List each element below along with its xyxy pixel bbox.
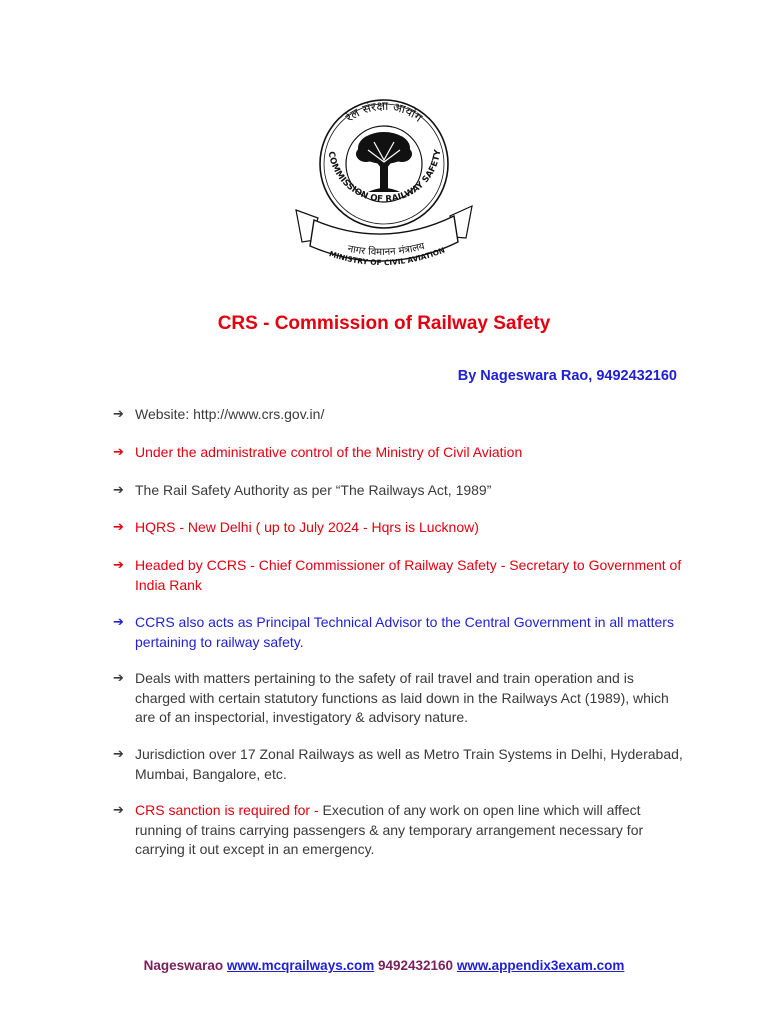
emblem-banner-english: MINISTRY OF CIVIL AVIATION	[328, 245, 447, 268]
footer-link-mcqrailways[interactable]: www.mcqrailways.com	[226, 958, 375, 973]
footer-phone: 9492432160	[377, 958, 454, 973]
arrow-right-icon: ➔	[113, 671, 124, 686]
list-item-text: Jurisdiction over 17 Zonal Railways as well as Metro Train Systems in Delhi, Hyderabad, Mumbai, Bangalore, etc.	[135, 746, 683, 782]
tree-icon	[356, 132, 412, 192]
footer-link-appendix3exam[interactable]: www.appendix3exam.com	[456, 958, 625, 973]
list-item-text: Website: http://www.crs.gov.in/	[135, 406, 325, 422]
emblem-hindi-ring-text: रेल संरक्षा आयोग	[342, 98, 425, 125]
arrow-right-icon: ➔	[113, 407, 124, 422]
list-item	[113, 405, 683, 425]
list-item	[113, 443, 683, 463]
list-item-text: Under the administrative control of the Ministry of Civil Aviation	[135, 444, 523, 460]
page-footer	[0, 958, 768, 973]
arrow-right-icon: ➔	[113, 483, 124, 498]
svg-text:रेल संरक्षा आयोग	[343, 99, 425, 125]
list-item	[113, 745, 683, 784]
crs-sanction-text: Execution of any work on open line which will affect running of trains carrying passengers & any temporary arrangement necessary for carrying it out except in an emergency.	[135, 802, 644, 857]
list-item	[113, 481, 683, 501]
list-item-text: Headed by CCRS - Chief Commissioner of Railway Safety - Secretary to Government of India Rank	[135, 557, 682, 593]
list-item	[113, 556, 683, 595]
list-item-text: HQRS - New Delhi ( up to July 2024 - Hqrs is Lucknow)	[135, 519, 479, 535]
arrow-right-icon: ➔	[113, 747, 124, 762]
author-byline: By Nageswara Rao, 9492432160	[457, 368, 677, 384]
arrow-right-icon: ➔	[113, 558, 124, 573]
list-item	[113, 669, 683, 728]
arrow-right-icon: ➔	[113, 803, 124, 818]
list-item-text	[135, 801, 683, 860]
crs-sanction-lead: CRS sanction is required for -	[135, 802, 323, 818]
list-item-text: Deals with matters pertaining to the safety of rail travel and train operation and is charged with certain statutory functions as laid down in the Railways Act (1989), which are of an inspectorial, investigatory & advisory nature.	[135, 670, 669, 725]
list-item-text: CCRS also acts as Principal Technical Advisor to the Central Government in all matters pertaining to railway safety.	[135, 614, 674, 650]
arrow-right-icon: ➔	[113, 615, 124, 630]
arrow-right-icon: ➔	[113, 445, 124, 460]
list-item	[113, 801, 683, 860]
list-item	[113, 518, 683, 538]
list-item-text: The Rail Safety Authority as per “The Railways Act, 1989”	[135, 482, 492, 498]
emblem-ring-text: COMMISSION OF RAILWAY SAFETY	[325, 148, 444, 205]
crs-emblem	[288, 92, 480, 272]
footer-author: Nageswarao	[143, 958, 224, 973]
emblem-banner-hindi: नागर विमानन मंत्रालय	[346, 240, 426, 259]
arrow-right-icon: ➔	[113, 520, 124, 535]
list-item	[113, 613, 683, 652]
page-title: CRS - Commission of Railway Safety	[217, 313, 551, 334]
